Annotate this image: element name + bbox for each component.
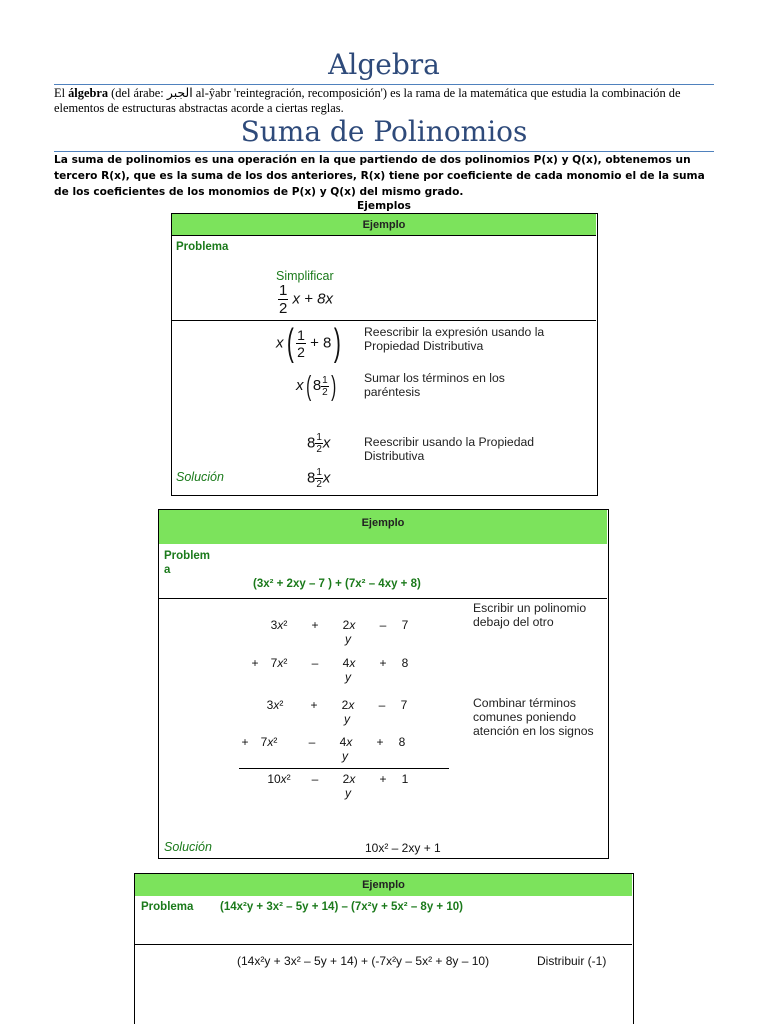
example2-row1-cell5: – bbox=[379, 618, 387, 632]
example2-note1: Escribir un polinomio debajo del otro bbox=[473, 601, 587, 629]
problem-label-2: a bbox=[164, 564, 171, 576]
intro-paragraph bbox=[54, 86, 716, 116]
example1-step2-math: x( 8 $\frac{1}{2}$ ) bbox=[296, 370, 336, 401]
example3-step-text: Distribuir (-1) bbox=[537, 954, 607, 968]
example1-step1-text: Reescribir la expresión usando la Propiedad Distributiva bbox=[364, 325, 545, 353]
step2-num: 1 bbox=[322, 374, 328, 386]
example1-problem-label: Problema bbox=[176, 241, 229, 253]
example2-problem-expr: (3x² + 2xy – 7 ) + (7x² – 4xy + 8) bbox=[253, 578, 421, 590]
example2-row4-cell5: + bbox=[376, 735, 384, 749]
example3-divider bbox=[135, 944, 632, 945]
example2-row1-y: y bbox=[345, 632, 351, 646]
example2-row3-y: y bbox=[344, 712, 350, 726]
intro-bold: álgebra bbox=[68, 86, 109, 100]
step3-num: 1 bbox=[316, 432, 322, 443]
problem-label-1: Problem bbox=[164, 550, 211, 562]
page-title: Algebra bbox=[328, 48, 440, 81]
example3-header: Ejemplo bbox=[135, 874, 632, 896]
example2-box bbox=[158, 509, 609, 859]
example2-row2-y: y bbox=[345, 670, 351, 684]
example2-note2: Combinar términos comunes poniendo atención en los signos bbox=[473, 696, 594, 738]
step3-den: 2 bbox=[316, 444, 322, 455]
section-title: Suma de Polinomios bbox=[240, 115, 528, 148]
example2-row5-cell6: 1 bbox=[401, 772, 409, 786]
step1-x: x bbox=[276, 334, 284, 352]
step1-plus: + 8 bbox=[310, 334, 332, 352]
example1-step2-text: Sumar los términos en los paréntesis bbox=[364, 371, 505, 399]
example1-instruction: Simplificar bbox=[276, 269, 334, 283]
example2-row4-cell2: 7x² bbox=[260, 735, 278, 749]
example2-row4-cell1: + bbox=[241, 735, 249, 749]
example2-row1-cell6: 7 bbox=[401, 618, 409, 632]
sol-x: x bbox=[322, 469, 331, 487]
title-rule bbox=[54, 84, 714, 85]
example2-row3-cell5: – bbox=[378, 698, 386, 712]
example2-row4-cell3: – bbox=[308, 735, 316, 749]
example2-row4-cell6: 8 bbox=[398, 735, 406, 749]
section-text: La suma de polinomios es una operación en la que partiendo de dos polinomios P(x) y Q(x), obtenemos un tercero R(x), que es la suma de los dos anteriores, R(x) tiene por coeficiente de cada monomio el de la suma de los coeficientes de los monomios de P(x) y Q(x) del mismo grado. bbox=[54, 154, 705, 198]
example1-divider bbox=[172, 320, 596, 321]
example2-row4-y: y bbox=[342, 749, 348, 763]
example2-row4-cell4: 4x bbox=[339, 735, 353, 749]
example1-step3-text: Reescribir usando la Propiedad Distributiva bbox=[364, 435, 535, 463]
example1-step3-math bbox=[307, 432, 330, 455]
step2-den: 2 bbox=[322, 386, 328, 398]
example1-solution-math bbox=[307, 467, 330, 490]
step1-den: 2 bbox=[297, 344, 305, 360]
example2-row2-cell6: 8 bbox=[401, 656, 409, 670]
example3-box bbox=[134, 873, 634, 1024]
example2-row5-cell2: 10x² bbox=[267, 772, 291, 786]
example2-sum-line bbox=[239, 768, 449, 769]
expr-rest: x + 8x bbox=[292, 290, 333, 308]
example1-header: Ejemplo bbox=[172, 214, 596, 236]
example2-row3-cell3: + bbox=[310, 698, 318, 712]
example2-solution-expr: 10x² – 2xy + 1 bbox=[365, 841, 441, 855]
example1-box bbox=[171, 213, 598, 496]
example2-row1-cell3: + bbox=[311, 618, 319, 632]
example2-header: Ejemplo bbox=[159, 510, 607, 544]
example2-row5-cell5: + bbox=[379, 772, 387, 786]
example1-expression bbox=[278, 282, 333, 317]
example1-step1-math: x( $\frac{1}{2}$ + 8) bbox=[276, 322, 342, 364]
expr-num: 1 bbox=[279, 282, 288, 299]
example3-problem-expr: (14x²y + 3x² – 5y + 14) – (7x²y + 5x² – 8y + 10) bbox=[220, 901, 463, 913]
example2-row2-cell1: + bbox=[251, 656, 259, 670]
step3-whole: 8 bbox=[307, 434, 316, 452]
example2-solution-label: Solución bbox=[164, 840, 212, 854]
example1-solution-label: Solución bbox=[176, 470, 224, 484]
example2-row1-cell4: 2x bbox=[342, 618, 356, 632]
example2-row2-cell5: + bbox=[379, 656, 387, 670]
example2-row1-cell2: 3x² bbox=[270, 618, 288, 632]
example2-row5-cell3: – bbox=[311, 772, 319, 786]
sol-num: 1 bbox=[316, 467, 322, 478]
example2-row2-cell2: 7x² bbox=[270, 656, 288, 670]
intro-post: (del árabe: الجبر al-ŷabr 'reintegración, recomposición') es la rama de la matemática que estudia la combinación de elementos de estructuras abstractas acorde a ciertas reglas. bbox=[54, 86, 681, 115]
step1-num: 1 bbox=[297, 327, 305, 343]
step2-x: x bbox=[296, 376, 304, 394]
example2-row5-y: y bbox=[345, 786, 351, 800]
step3-x: x bbox=[322, 434, 331, 452]
step2-whole: 8 bbox=[312, 376, 322, 394]
example2-row5-cell4: 2x bbox=[342, 772, 356, 786]
example2-row3-cell6: 7 bbox=[400, 698, 408, 712]
example2-row2-cell4: 4x bbox=[342, 656, 356, 670]
example2-row2-cell3: – bbox=[311, 656, 319, 670]
sol-whole: 8 bbox=[307, 469, 316, 487]
example2-steps bbox=[159, 510, 607, 840]
expr-den: 2 bbox=[279, 300, 288, 317]
sol-den: 2 bbox=[316, 479, 322, 490]
intro-pre: El bbox=[54, 86, 69, 100]
example2-row3-cell4: 2x bbox=[341, 698, 355, 712]
example3-problem-label: Problema bbox=[141, 901, 194, 913]
examples-label: Ejemplos bbox=[357, 200, 411, 212]
example3-step-expr: (14x²y + 3x² – 5y + 14) + (-7x²y – 5x² + 8y – 10) bbox=[237, 954, 490, 968]
example2-row3-cell2: 3x² bbox=[266, 698, 284, 712]
